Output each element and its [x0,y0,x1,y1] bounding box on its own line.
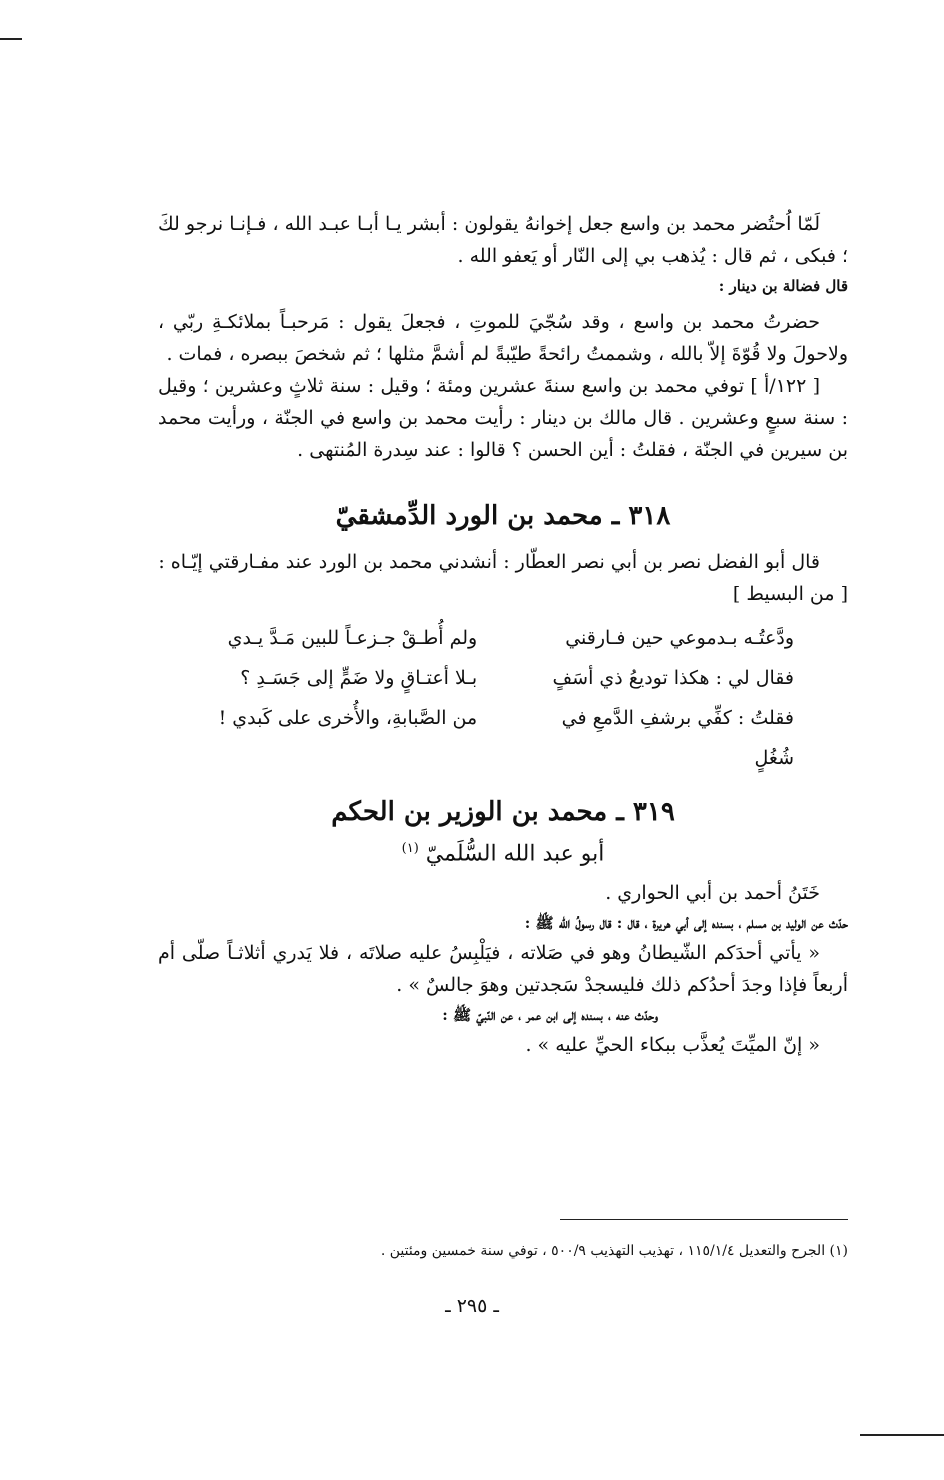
footnote: (١) الجرح والتعديل ١١٥/١/٤ ، تهذيب التهذيب ٥٠٠/٩ ، توفي سنة خمسين ومئتين . [380,1243,848,1259]
poem [158,618,848,778]
scan-edge-mark-bottom [860,1434,944,1436]
section-319-subheading [158,832,848,871]
paragraph-death-of-muhammad-ibn-wasi: لَمّا اُحتُضر محمد بن واسع جعل إخوانهُ يقولون : أبشر يـا أبـا عبـد الله ، فـإنـا نرجو لكَ ؛ فبكى ، ثم قال : يُذهب بي إلى النّار أو يَعفو الله . [158,213,848,267]
verse-second-hemistich: بـلا أعتـاقٍ ولا ضَمٍّ إلى جَسَـدِ ؟ [240,667,478,689]
hadith-1-chain: حدّث عن الوليد بن مسلم ، بسنده إلى أبي هريرة ، قال : قال رسولُ الله ﷺ : [524,914,848,933]
verse-first-hemistich: فقال لي : هكذا توديعُ ذي أسَفٍ [552,667,794,689]
section-319-relation: خَتَنُ أحمد بن أبي الحواري . [605,882,820,905]
hadith-1-text: « يأتي أحدَكم الشّيطانُ وهو في صَلاته ، فيَلْبِسُ عليه صلاتَه ، فلا يَدري أثلاثـاً صلّى أم أربعاً فإذا وجدَ أحدُكم ذلك فليسجدْ سَجدتين وهوَ جالسٌ » . [158,942,848,997]
paragraph-fudala-narration: حضرتُ محمد بن واسع ، وقد سُجّيَ للموتِ ، فجعلَ يقول : مَرحبـاً بملائكـةِ ربّي ، ولاحولَ ولا قُوّةَ إلاّ بالله ، وشممتُ رائحةً طيّبةً لم أشمَّ مثلها ؛ ثم شخصَ ببصره ، فمات . [158,311,848,365]
page-number: ـ ٢٩٥ ـ [445,1295,499,1317]
poem-verse [158,618,848,658]
hadith-2-text: « إنّ الميِّتَ يُعذَّب ببكاء الحيِّ عليه » . [525,1034,820,1057]
section-318-intro: قال أبو الفضل نصر بن أبي نصر العطّار : أنشدني محمد بن الورد عند مفـارقتي إيّـاه : [158,551,820,573]
main-text [158,208,848,1061]
poem-verse [158,698,848,778]
scan-edge-mark-top [0,38,22,40]
hadith-2-chain: وحدّث عنه ، بسنده إلى ابن عمر ، عن النّبيّ ﷺ : [442,1006,658,1025]
narrator-label-fudala: قال فضالة بن دينار : [718,277,848,295]
verse-second-hemistich: ولم أُطـقْ جـزعـاً للبين مَـدَّ يـدي [227,627,478,649]
verse-first-hemistich: فقلتُ : كفِّي برشفِ الدَّمعِ في شُغُلٍ [561,707,794,769]
footnote-divider [560,1219,848,1220]
verse-first-hemistich: ودَّعتُـه بـدموعي حين فـارقني [565,627,794,649]
subheading-text: أبو عبد الله السُّلَميّ [425,841,605,867]
section-319-heading: ٣١٩ ـ محمد بن الوزير بن الحكم [331,797,675,827]
paragraph-death-date: [ ١٢٢/أ ] توفي محمد بن واسع سنةَ عشرين ومئة ؛ وقيل : سنة ثلاثٍ وعشرين ؛ وقيل : سنة سبعٍ وعشرين . قال مالك بن دينار : رأيت محمد بن واسع في الجنّة ، ورأيت محمد بن سيرين في الجنّة ، فقلتُ : أين الحسن ؟ قالوا : عند سِدرة المُنتهى . [158,375,848,461]
footnote-reference: (١) [401,841,419,856]
verse-second-hemistich: من الصَّبابةِ، والأُخرى على كَبدي ! [218,707,478,729]
section-318-heading: ٣١٨ ـ محمد بن الورد الدِّمشقيّ [335,501,671,531]
poem-meter-label: [ من البسيط ] [732,583,848,605]
poem-verse [158,658,848,698]
